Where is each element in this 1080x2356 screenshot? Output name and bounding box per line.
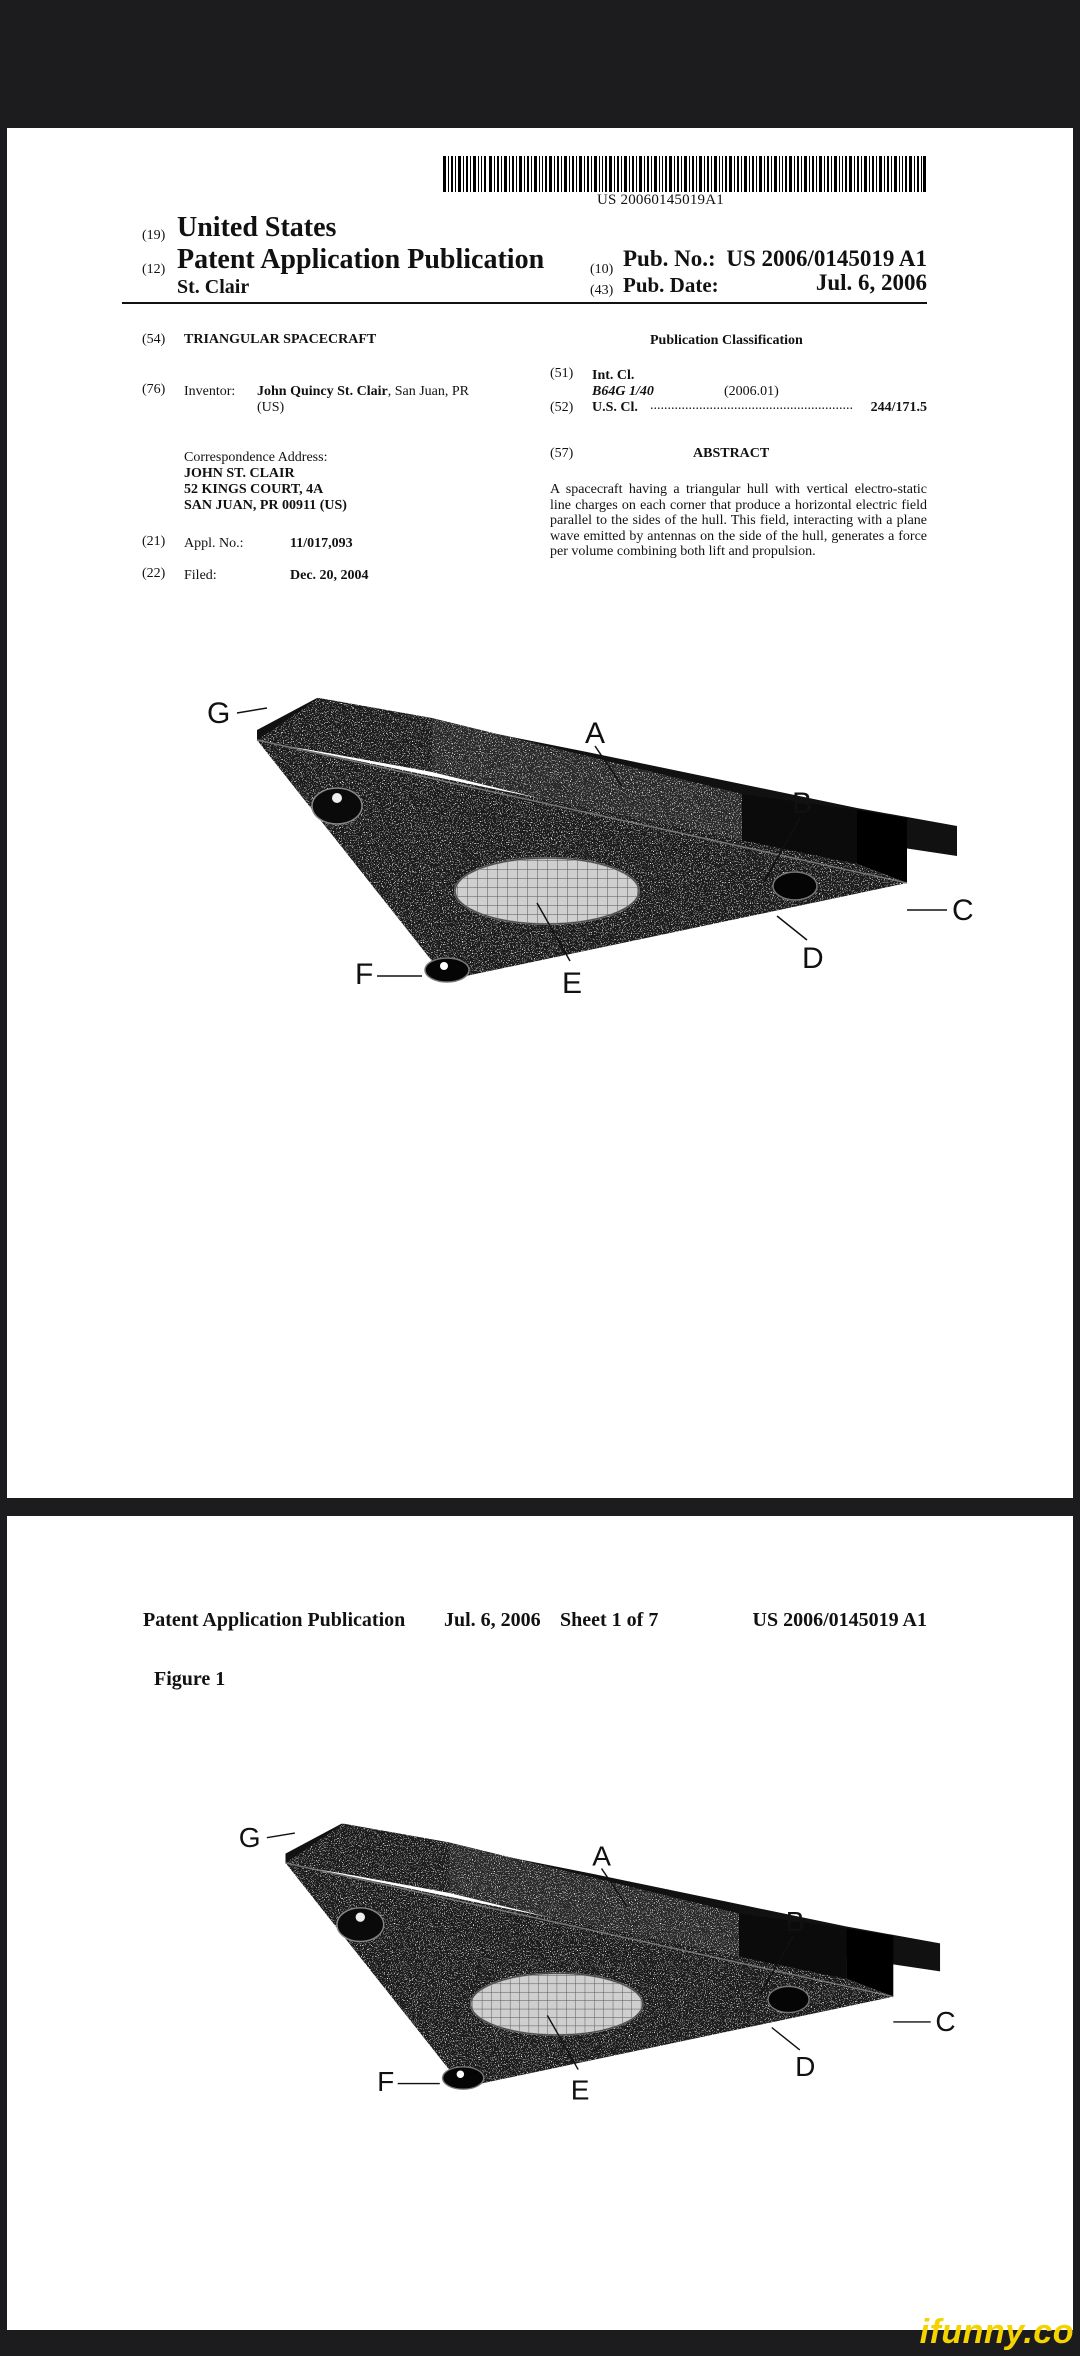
uscl-code: (52) xyxy=(550,400,574,415)
appl-label: Appl. No.: xyxy=(184,536,244,551)
label-d: D xyxy=(795,2051,816,2083)
label-a: A xyxy=(592,1840,611,1872)
barcode-number: US 20060145019A1 xyxy=(597,192,724,208)
label-g: G xyxy=(207,697,231,730)
inventor-country: (US) xyxy=(257,400,285,415)
pub-no: US 2006/0145019 A1 xyxy=(726,246,927,271)
uscl-label: U.S. Cl. xyxy=(592,400,638,415)
classification-heading: Publication Classification xyxy=(650,333,803,348)
inventor-location: , San Juan, PR xyxy=(387,384,469,399)
sheet-header-date: Jul. 6, 2006 xyxy=(444,1609,541,1631)
invention-title: TRIANGULAR SPACECRAFT xyxy=(184,332,377,347)
label-g: G xyxy=(238,1822,261,1854)
label-f: F xyxy=(355,958,374,991)
spacecraft-figure xyxy=(157,658,974,1128)
uscl-dots: .......................................................... xyxy=(650,398,853,413)
label-c: C xyxy=(952,894,974,927)
inventor xyxy=(257,384,469,400)
label-c: C xyxy=(935,2006,956,2038)
figure-title: Figure 1 xyxy=(154,1668,226,1690)
pub-no-code: (10) xyxy=(590,262,614,277)
patent-page-1 xyxy=(7,128,1073,1498)
spacecraft-figure-sheet xyxy=(192,1786,956,2226)
inventor-name: John Quincy St. Clair xyxy=(257,384,388,399)
intcl-value: B64G 1/40 xyxy=(592,384,654,399)
intcl-year: (2006.01) xyxy=(724,384,779,399)
label-f: F xyxy=(377,2066,395,2098)
filed-date: Dec. 20, 2004 xyxy=(290,568,369,583)
sheet-header-left: Patent Application Publication xyxy=(143,1609,406,1631)
pub-date-label: Pub. Date: xyxy=(623,273,719,297)
correspondence-line-3: SAN JUAN, PR 00911 (US) xyxy=(184,498,347,513)
barcode xyxy=(443,156,926,192)
ifunny-watermark: ifunny.co xyxy=(919,2313,1074,2351)
label-a: A xyxy=(585,717,606,750)
intcl-label: Int. Cl. xyxy=(592,368,635,383)
uscl-value: 244/171.5 xyxy=(870,400,927,415)
abstract-code: (57) xyxy=(550,446,574,461)
correspondence-line-1: JOHN ST. CLAIR xyxy=(184,466,295,481)
label-d: D xyxy=(802,942,824,975)
label-b: B xyxy=(785,1906,805,1938)
applicant: St. Clair xyxy=(177,276,250,298)
inventor-label: Inventor: xyxy=(184,384,236,399)
inventor-code: (76) xyxy=(142,382,166,397)
country: United States xyxy=(177,212,337,243)
title-code: (54) xyxy=(142,332,166,347)
sheet-header-sheet: Sheet 1 of 7 xyxy=(560,1609,659,1631)
type-code: (12) xyxy=(142,262,166,277)
abstract-heading: ABSTRACT xyxy=(693,446,770,461)
label-e: E xyxy=(570,2074,590,2106)
pub-no-label: Pub. No.: xyxy=(623,246,716,271)
filed-label: Filed: xyxy=(184,568,217,583)
abstract-text: A spacecraft having a triangular hull with vertical electro-static line charges on each corner that produce a horizontal electric field parallel to the sides of the hull. This field, interacting with a plane wave emitted by antennas on the side of the hull, generates a force per volume combining both lift and propulsion. xyxy=(550,482,927,559)
header-rule xyxy=(122,302,927,304)
appl-code: (21) xyxy=(142,534,166,549)
pub-date: Jul. 6, 2006 xyxy=(815,270,927,295)
correspondence-line-2: 52 KINGS COURT, 4A xyxy=(184,482,324,497)
label-b: B xyxy=(792,787,813,820)
intcl-code: (51) xyxy=(550,366,574,381)
country-code: (19) xyxy=(142,228,166,243)
filed-code: (22) xyxy=(142,566,166,581)
appl-no: 11/017,093 xyxy=(290,536,353,551)
label-e: E xyxy=(562,967,583,1000)
publication-type: Patent Application Publication xyxy=(177,244,545,275)
sheet-header-right: US 2006/0145019 A1 xyxy=(752,1609,927,1631)
pub-date-code: (43) xyxy=(590,283,614,298)
patent-page-2 xyxy=(7,1516,1073,2330)
correspondence-label: Correspondence Address: xyxy=(184,450,328,465)
